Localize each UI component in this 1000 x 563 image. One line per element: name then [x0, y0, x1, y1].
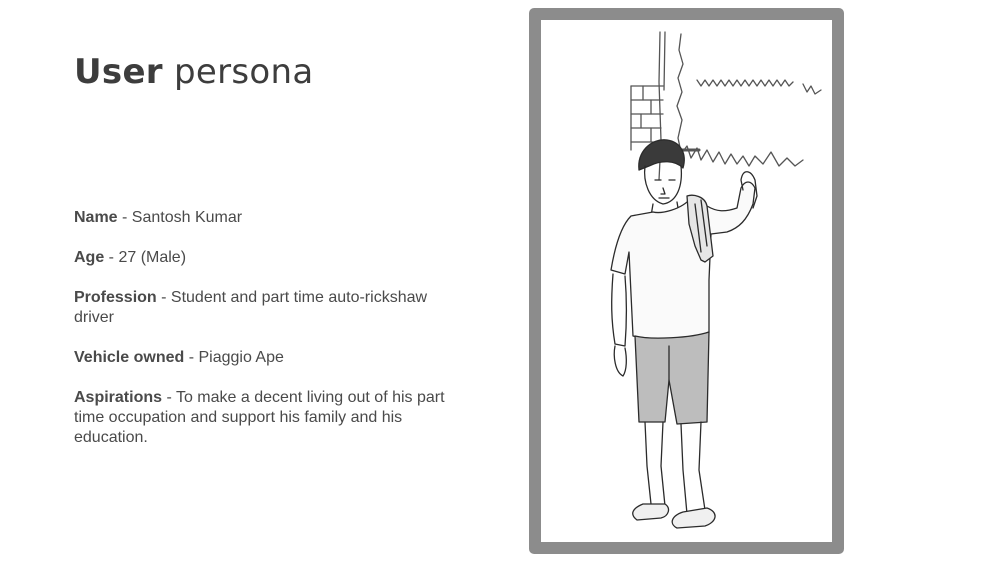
- title-bold: User: [74, 52, 163, 92]
- field-label: Profession: [74, 289, 157, 306]
- field-separator: -: [184, 349, 199, 366]
- right-leg: [681, 422, 705, 514]
- field-separator: -: [156, 289, 171, 306]
- field-value: Piaggio Ape: [198, 349, 284, 366]
- person-sketch: [611, 140, 757, 528]
- page-title: [74, 52, 313, 92]
- field-separator: -: [162, 389, 176, 406]
- field-label: Age: [74, 249, 105, 266]
- title-regular: persona: [173, 52, 314, 92]
- field-profession: [74, 288, 454, 328]
- right-sandal: [672, 508, 715, 528]
- field-age: [74, 248, 454, 268]
- left-sandal: [633, 504, 669, 520]
- field-label: Aspirations: [74, 389, 163, 406]
- field-separator: -: [117, 209, 132, 226]
- field-label: Vehicle owned: [74, 349, 185, 366]
- field-separator: -: [104, 249, 119, 266]
- field-label: Name: [74, 209, 118, 226]
- field-name: [74, 208, 454, 228]
- field-value: Student and part time auto-rickshaw driver: [74, 289, 428, 326]
- field-value: To make a decent living out of his part time occupation and support his family and his education.: [74, 389, 445, 446]
- persona-sketch: [541, 20, 832, 542]
- hair-shape: [639, 140, 684, 170]
- field-vehicle: [74, 348, 454, 368]
- field-value: Santosh Kumar: [131, 209, 243, 226]
- left-arm: [612, 274, 627, 346]
- persona-details: [74, 208, 454, 468]
- persona-illustration-frame: [529, 8, 844, 554]
- left-leg: [645, 422, 665, 506]
- field-aspirations: [74, 388, 454, 448]
- shorts-shape: [635, 332, 709, 424]
- shirt-shape: [611, 182, 755, 339]
- field-value: 27 (Male): [118, 249, 187, 266]
